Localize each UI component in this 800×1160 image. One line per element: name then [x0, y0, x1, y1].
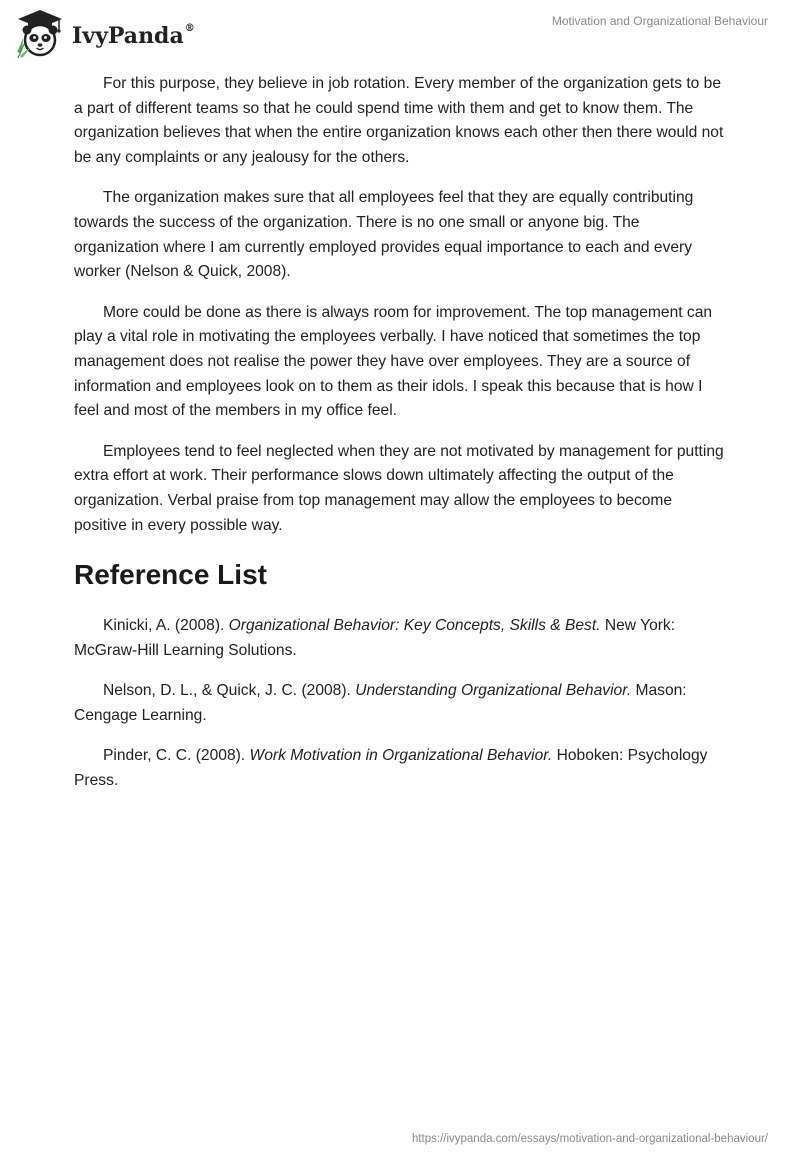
footer-source-url[interactable]: https://ivypanda.com/essays/motivation-and-organizational-behaviour/	[411, 1133, 768, 1145]
panda-logo-icon	[14, 8, 66, 60]
reference-title: Understanding Organizational Behavior.	[355, 682, 632, 700]
ivypanda-logo[interactable]	[14, 8, 195, 60]
reference-list-heading: Reference List	[74, 559, 267, 591]
reference-lead: Kinicki, A. (2008).	[103, 617, 229, 635]
logo-text: IvyPanda	[72, 23, 184, 49]
body-paragraph-1: For this purpose, they believe in job rotation. Every member of the organization gets to be a part of different teams so that he could spend time with them and get to know them. The organization believes that when the entire organization knows each other then there would not be any complaints or any jealousy for the others.	[74, 75, 724, 166]
body-paragraph-3: More could be done as there is always room for improvement. The top management can play a vital role in motivating the employees verbally. I have noticed that sometimes the top management does not realise the power they have over employees. They are a source of information and employees look on to them as their idols. I speak this because that is how I feel and most of the members in my office feel.	[74, 303, 713, 420]
reference-item-3	[74, 744, 726, 793]
reference-tail: New York: McGraw-Hill Learning Solutions.	[74, 617, 676, 659]
reference-tail: Hoboken: Psychology Press.	[74, 747, 708, 790]
logo-wordmark	[72, 23, 195, 49]
reference-item-2	[74, 679, 726, 728]
reference-tail: Mason: Cengage Learning.	[74, 682, 687, 724]
reference-lead: Pinder, C. C. (2008).	[103, 747, 250, 765]
running-title: Motivation and Organizational Behaviour	[551, 14, 768, 28]
page-header	[0, 0, 800, 70]
reference-lead: Nelson, D. L., & Quick, J. C. (2008).	[103, 682, 356, 700]
body-paragraph-2: The organization makes sure that all employees feel that they are equally contributing towards the success of the organization. There is no one small or anyone big. The organization where I am currently employed provides equal importance to each and every worker (Nelson & Quick, 2008).	[74, 189, 694, 281]
reference-item-1	[74, 614, 726, 663]
document-body	[74, 72, 726, 810]
body-paragraph-4: Employees tend to feel neglected when they are not motivated by management for putting extra effort at work. Their performance slows down ultimately affecting the output of the organization. Verbal praise from top management may allow the employees to become positive in every possible way.	[74, 442, 724, 534]
registered-mark: ®	[184, 22, 195, 34]
reference-title: Work Motivation in Organizational Behavior.	[249, 747, 553, 765]
reference-title: Organizational Behavior: Key Concepts, Skills & Best.	[228, 617, 601, 635]
